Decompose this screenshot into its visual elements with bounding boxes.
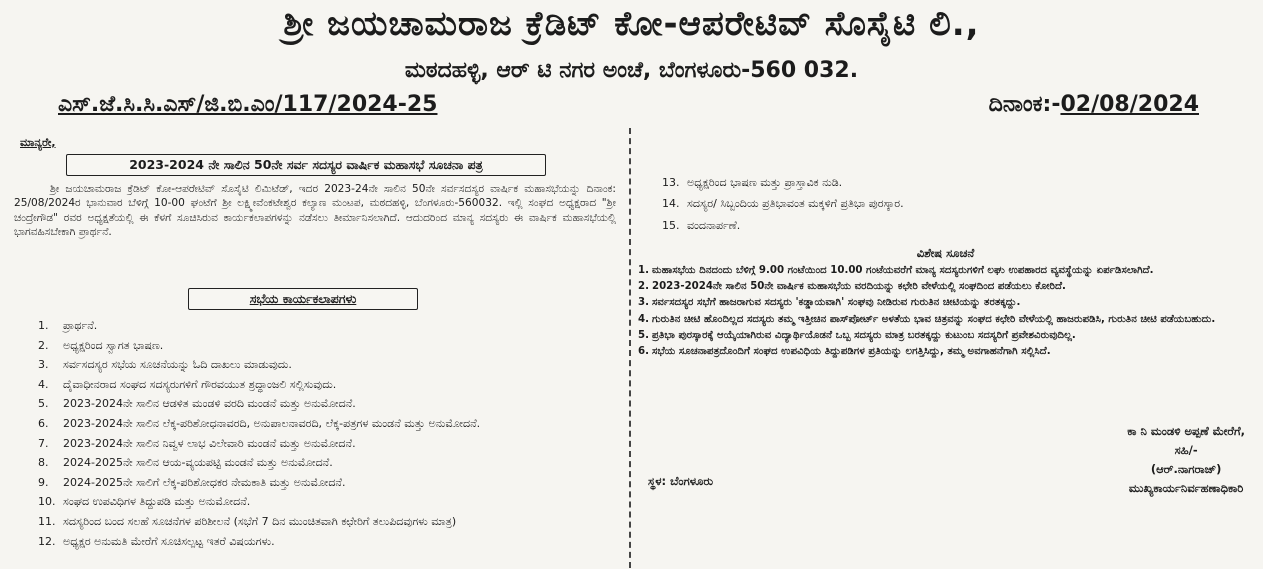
- note-item: 5. ಪ್ರತಿಭಾ ಪುರಸ್ಕಾರಕ್ಕೆ ಆಯ್ಕೆಯಾಗಿರುವ ವಿದ್ಯಾರ್ಥಿಯೊಡನೆ ಒಬ್ಬ ಸದಸ್ಯರು ಮಾತ್ರ ಬರತಕ್ಕದ್ದು ಕುಟುಂಬ ಸದಸ್ಯರಿಗೆ ಪ್ರವೇಶವಿರುವುದಿಲ್ಲ.: [638, 329, 1076, 341]
- agenda-item: 7. 2023-2024ನೇ ಸಾಲಿನ ನಿವ್ವಳ ಲಾಭ ವಿಲೇವಾರಿ ಮಂಡನೆ ಮತ್ತು ಅನುಮೋದನೆ.: [38, 436, 356, 450]
- special-notice-title: ವಿಶೇಷ ಸೂಚನೆ: [916, 246, 975, 260]
- signature-block: [1127, 422, 1245, 498]
- reference-number: [58, 92, 437, 117]
- agenda-list-continued: [662, 172, 1222, 236]
- agenda-title: ಸಭೆಯ ಕಾರ್ಯಕಲಾಪಗಳು: [188, 288, 418, 310]
- signatory-designation: ಮುಖ್ಯಕಾರ್ಯನಿರ್ವಹಣಾಧಿಕಾರಿ: [1128, 481, 1244, 495]
- reference-number-text: ಎಸ್.ಜೆ.ಸಿ.ಸಿ.ಎಸ್/ಜಿ.ಬಿ.ಎಂ/117/2024-25: [58, 92, 438, 117]
- agenda-item: 14. ಸದಸ್ಯರ/ ಸಿಬ್ಬಂದಿಯ ಪ್ರತಿಭಾವಂತ ಮಕ್ಕಳಿಗೆ ಪ್ರತಿಭಾ ಪುರಸ್ಕಾರ.: [662, 197, 904, 211]
- agenda-item: 9. 2024-2025ನೇ ಸಾಲಿಗೆ ಲೆಕ್ಕ-ಪರಿಶೋಧಕರ ನೇಮಕಾತಿ ಮತ್ತು ಅನುಮೋದನೆ.: [38, 475, 346, 489]
- notice-title: 2023-2024 ನೇ ಸಾಲಿನ 50ನೇ ಸರ್ವ ಸದಸ್ಯರ ವಾರ್ಷಿಕ ಮಹಾಸಭೆ ಸೂಚನಾ ಪತ್ರ: [66, 154, 546, 176]
- note-item: 2. 2023-2024ನೇ ಸಾಲಿನ 50ನೇ ವಾರ್ಷಿಕ ಮಹಾಸಭೆಯ ವರದಿಯನ್ನು ಕಛೇರಿ ವೇಳೆಯಲ್ಲಿ ಸಂಘದಿಂದ ಪಡೆಯಲು ಕೋರಿದೆ.: [638, 281, 1066, 293]
- agenda-item: 13. ಅಧ್ಯಕ್ಷರಿಂದ ಭಾಷಣ ಮತ್ತು ಪ್ರಾಸ್ತಾವಿಕ ನುಡಿ.: [662, 176, 843, 189]
- society-title: ಶ್ರೀ ಜಯಚಾಮರಾಜ ಕ್ರೆಡಿಟ್ ಕೋ-ಆಪರೇಟಿವ್ ಸೊಸೈಟಿ ಲಿ.,: [283, 4, 980, 44]
- agenda-item: 2. ಅಧ್ಯಕ್ಷರಿಂದ ಸ್ವಾಗತ ಭಾಷಣ.: [38, 338, 164, 352]
- date-value: 02/08/2024: [1060, 92, 1199, 117]
- society-address: ಮಠದಹಳ್ಳಿ, ಆರ್ ಟಿ ನಗರ ಅಂಚೆ, ಬೆಂಗಳೂರು-560 032.: [404, 58, 859, 83]
- signatory-name: (ಆರ್.ನಾಗರಾಜ್): [1150, 462, 1222, 476]
- agenda-item: 1. ಪ್ರಾರ್ಥನೆ.: [38, 319, 98, 332]
- note-item: 3. ಸರ್ವಸದಸ್ಯರ ಸಭೆಗೆ ಹಾಜರಾಗುವ ಸದಸ್ಯರು 'ಕಡ್ಡಾಯವಾಗಿ' ಸಂಘವು ನೀಡಿರುವ ಗುರುತಿನ ಚೀಟಿಯನ್ನು ತರತಕ್ಕದ್ದು.: [638, 297, 1021, 309]
- notice-date: [989, 92, 1199, 117]
- agenda-item: 5. 2023-2024ನೇ ಸಾಲಿನ ಆಡಳಿತ ಮಂಡಳಿ ವರದಿ ಮಂಡನೆ ಮತ್ತು ಅನುಮೋದನೆ.: [38, 397, 356, 411]
- agenda-item: 3. ಸರ್ವಸದಸ್ಯರ ಸಭೆಯ ಸೂಚನೆಯನ್ನು ಓದಿ ದಾಖಲು ಮಾಡುವುದು.: [38, 358, 292, 372]
- date-label: ದಿನಾಂಕ:-: [988, 92, 1061, 117]
- intro-text: ಶ್ರೀ ಜಯಚಾಮರಾಜ ಕ್ರೆಡಿಟ್ ಕೋ-ಆಪರೇಟಿವ್ ಸೊಸೈಟಿ ಲಿಮಿಟೆಡ್, ಇದರ 2023-24ನೇ ಸಾಲಿನ 50ನೇ ಸರ್ವಸದಸ್ಯರ ವಾರ್ಷಿಕ ಮಹಾಸಭೆಯನ್ನು ದಿನಾಂಕ: 25/08/2024ರ ಭಾನುವಾರ ಬೆಳಿಗ್ಗೆ 10-00 ಘಂಟೆಗೆ ಶ್ರೀ ಲಕ್ಷ್ಮೀವೆಂಕಟೇಶ್ವರ ಕಲ್ಯಾಣ ಮಂಟಪ, ಮಠದಹಳ್ಳಿ, ಬೆಂಗಳೂರು-560032. ಇಲ್ಲಿ ಸಂಘದ ಅಧ್ಯಕ್ಷರಾದ "ಶ್ರೀ ಚಂದ್ರೇಗೌಡ" ರವರ ಅಧ್ಯಕ್ಷತೆಯಲ್ಲಿ ಈ ಕೆಳಗೆ ಸೂಚಿಸಿರುವ ಕಾರ್ಯಕಲಾಪಗಳನ್ನು ನಡೆಸಲು ತೀರ್ಮಾನಿಸಲಾಗಿದೆ. ಆದುದರಿಂದ ಮಾನ್ಯ ಸದಸ್ಯರು ಈ ವಾರ್ಷಿಕ ಮಹಾಸಭೆಯಲ್ಲಿ ಭಾಗವಹಿಸಬೇಕಾಗಿ ಪ್ರಾರ್ಥನೆ.: [14, 183, 616, 239]
- note-item: 1. ಮಹಾಸಭೆಯ ದಿನದಂದು ಬೆಳಿಗ್ಗೆ 9.00 ಗಂಟೆಯಿಂದ 10.00 ಗಂಟೆಯವರೆಗೆ ಮಾನ್ಯ ಸದಸ್ಯರುಗಳಿಗೆ ಲಘು ಉಪಹಾರದ ವ್ಯವಸ್ಥೆಯನ್ನು ಏರ್ಪಡಿಸಲಾಗಿದೆ.: [638, 265, 1154, 276]
- agenda-item: 6. 2023-2024ನೇ ಸಾಲಿನ ಲೆಕ್ಕ-ಪರಿಶೋಧನಾವರದಿ, ಅನುಪಾಲನಾವರದಿ, ಲೆಕ್ಕ-ಪತ್ರಗಳ ಮಂಡನೆ ಮತ್ತು ಅನುಮೋದನೆ.: [38, 416, 481, 430]
- note-item: 4. ಗುರುತಿನ ಚೀಟಿ ಹೊಂದಿಲ್ಲದ ಸದಸ್ಯರು ತಮ್ಮ ಇತ್ತೀಚಿನ ಪಾಸ್‌ಪೋರ್ಟ್ ಅಳತೆಯ ಭಾವ ಚಿತ್ರವನ್ನು ಸಂಘದ ಕಛೇರಿ ವೇಳೆಯಲ್ಲಿ ಹಾಜರುಪಡಿಸಿ, ಗುರುತಿನ ಚೀಟಿ ಪಡೆಯಬಹುದು.: [638, 313, 1216, 325]
- agenda-item: 8. 2024-2025ನೇ ಸಾಲಿನ ಆಯ-ವ್ಯಯಪಟ್ಟಿ ಮಂಡನೆ ಮತ್ತು ಅನುಮೋದನೆ.: [38, 456, 333, 470]
- signature-authority: ಕಾ ನಿ ಮಂಡಳಿ ಅಪ್ಪಣೆ ಮೇರೆಗೆ,: [1127, 424, 1245, 438]
- note-item: 6. ಸಭೆಯ ಸೂಚನಾಪತ್ರದೊಂದಿಗೆ ಸಂಘದ ಉಪವಿಧಿಯ ತಿದ್ದುಪಡಿಗಳ ಪ್ರತಿಯನ್ನು ಲಗತ್ತಿಸಿದ್ದು, ತಮ್ಮ ಅವಗಾಹನೆಗಾಗಿ ಸಲ್ಲಿಸಿದೆ.: [638, 346, 1051, 358]
- special-notes-list: [638, 264, 1228, 361]
- place: ಸ್ಥಳ: ಬೆಂಗಳೂರು: [648, 474, 714, 488]
- signature-mark: ಸಹಿ/-: [1174, 443, 1198, 457]
- agenda-item: 10. ಸಂಘದ ಉಪವಿಧಿಗಳ ತಿದ್ದುಪಡಿ ಮತ್ತು ಅನುಮೋದನೆ.: [38, 495, 251, 509]
- agenda-item: 15. ವಂದನಾರ್ಪಣೆ.: [662, 218, 741, 232]
- agenda-item: 4. ದೈವಾಧೀನರಾದ ಸಂಘದ ಸದಸ್ಯರುಗಳಿಗೆ ಗೌರವಯುತ ಶ್ರದ್ಧಾಂಜಲಿ ಸಲ್ಲಿಸುವುದು.: [38, 377, 337, 391]
- agenda-item: 11. ಸದಸ್ಯರಿಂದ ಬಂದ ಸಲಹೆ ಸೂಚನೆಗಳ ಪರಿಶೀಲನೆ (ಸಭೆಗೆ 7 ದಿನ ಮುಂಚಿತವಾಗಿ ಕಛೇರಿಗೆ ತಲುಪಿದವುಗಳು ಮಾತ್ರ): [38, 514, 457, 528]
- column-divider: [629, 128, 631, 568]
- intro-paragraph: [14, 182, 616, 240]
- agenda-item: 12. ಅಧ್ಯಕ್ಷರ ಅನುಮತಿ ಮೇರೆಗೆ ಸೂಚಿಸಲ್ಪಟ್ಟ ಇತರೆ ವಿಷಯಗಳು.: [38, 534, 275, 548]
- salutation: ಮಾನ್ಯರೇ,: [20, 136, 56, 149]
- agenda-list: [38, 316, 618, 551]
